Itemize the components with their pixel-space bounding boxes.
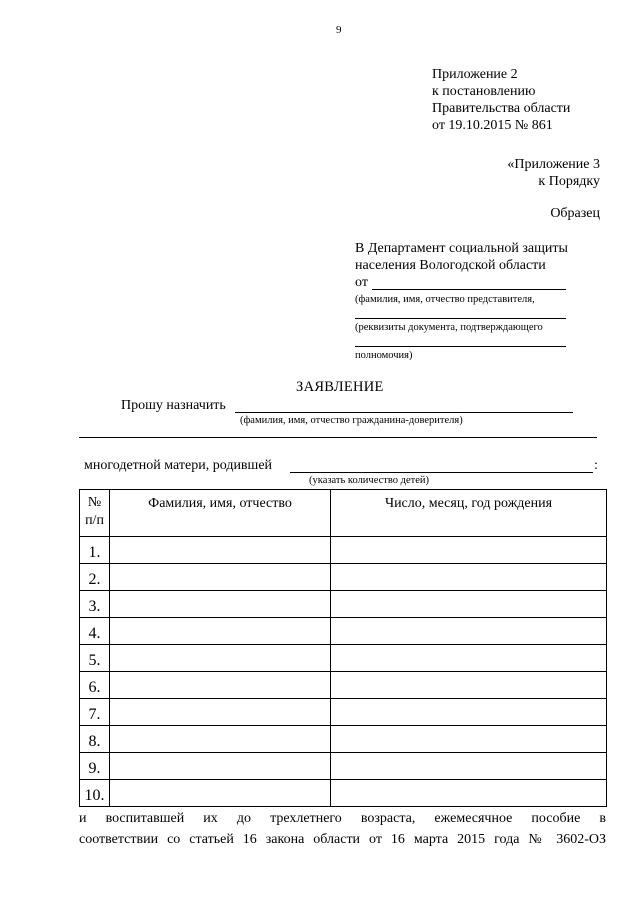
request-hint: (фамилия, имя, отчество гражданина-доверителя) (240, 415, 463, 426)
header-dob: Число, месяц, год рождения (331, 490, 607, 537)
request-continuation-underline (79, 437, 597, 438)
header-number-line2: п/п (85, 513, 104, 528)
appendix-sub-line2: к Порядку (538, 174, 600, 189)
name-cell[interactable] (110, 672, 331, 699)
table-row (80, 591, 607, 618)
document-title: ЗАЯВЛЕНИЕ (296, 379, 384, 395)
request-prefix: Прошу назначить (121, 398, 226, 413)
table-header-row (80, 490, 607, 537)
dob-cell[interactable] (331, 537, 607, 564)
table-row (80, 753, 607, 780)
dob-cell[interactable] (331, 672, 607, 699)
dob-cell[interactable] (331, 645, 607, 672)
children-table (79, 489, 607, 807)
document-underline (355, 346, 566, 347)
appendix-header (432, 66, 570, 134)
bottom-text-line1: и воспитавшей их до трехлетнего возраста, ежемесячное пособие в (79, 811, 606, 826)
header-name: Фамилия, имя, отчество (110, 490, 331, 537)
row-number: 5. (80, 645, 110, 672)
table-row (80, 564, 607, 591)
table-row (80, 537, 607, 564)
request-underline (235, 412, 573, 413)
dob-cell[interactable] (331, 726, 607, 753)
mother-suffix: : (594, 458, 598, 473)
children-count-underline (290, 472, 593, 473)
name-cell[interactable] (110, 591, 331, 618)
appendix-sub (490, 156, 600, 190)
row-number: 9. (80, 753, 110, 780)
dob-cell[interactable] (331, 564, 607, 591)
name-cell[interactable] (110, 618, 331, 645)
table-row (80, 645, 607, 672)
table-row (80, 672, 607, 699)
bottom-text-line2: соответствии со статьей 16 закона области от 16 марта 2015 года № 3602-ОЗ (79, 832, 606, 847)
addressee-hint2: (реквизиты документа, подтверждающего (355, 322, 543, 333)
addressee-hint3: полномочия) (355, 350, 413, 361)
row-number: 7. (80, 699, 110, 726)
row-number: 8. (80, 726, 110, 753)
addressee-from-label: от (355, 275, 368, 290)
dob-cell[interactable] (331, 753, 607, 780)
row-number: 2. (80, 564, 110, 591)
from-underline (372, 289, 566, 290)
dob-cell[interactable] (331, 591, 607, 618)
mother-hint: (указать количество детей) (309, 475, 430, 486)
name-cell[interactable] (110, 726, 331, 753)
name-cell[interactable] (110, 699, 331, 726)
dob-cell[interactable] (331, 618, 607, 645)
table-row (80, 780, 607, 807)
representative-underline (355, 318, 566, 319)
mother-prefix: многодетной матери, родившей (84, 458, 273, 473)
appendix-header-line2: к постановлению (432, 84, 536, 99)
addressee-line1: В Департамент социальной защиты (355, 241, 568, 256)
appendix-header-line4: от 19.10.2015 № 861 (432, 118, 553, 133)
appendix-sub-line1: «Приложение 3 (507, 157, 600, 172)
row-number: 3. (80, 591, 110, 618)
name-cell[interactable] (110, 564, 331, 591)
header-number-line1: № (87, 495, 102, 510)
table-row (80, 726, 607, 753)
page-number: 9 (336, 24, 342, 36)
name-cell[interactable] (110, 780, 331, 807)
table-row (80, 699, 607, 726)
name-cell[interactable] (110, 645, 331, 672)
header-number (80, 490, 110, 537)
table-row (80, 618, 607, 645)
name-cell[interactable] (110, 753, 331, 780)
addressee-hint1: (фамилия, имя, отчество представителя, (355, 294, 535, 305)
row-number: 1. (80, 537, 110, 564)
row-number: 4. (80, 618, 110, 645)
appendix-header-line1: Приложение 2 (432, 67, 518, 82)
row-number: 10. (80, 780, 110, 807)
sample-label: Образец (550, 206, 600, 221)
addressee-line2: населения Вологодской области (355, 258, 546, 273)
appendix-header-line3: Правительства области (432, 101, 571, 116)
dob-cell[interactable] (331, 699, 607, 726)
name-cell[interactable] (110, 537, 331, 564)
row-number: 6. (80, 672, 110, 699)
dob-cell[interactable] (331, 780, 607, 807)
